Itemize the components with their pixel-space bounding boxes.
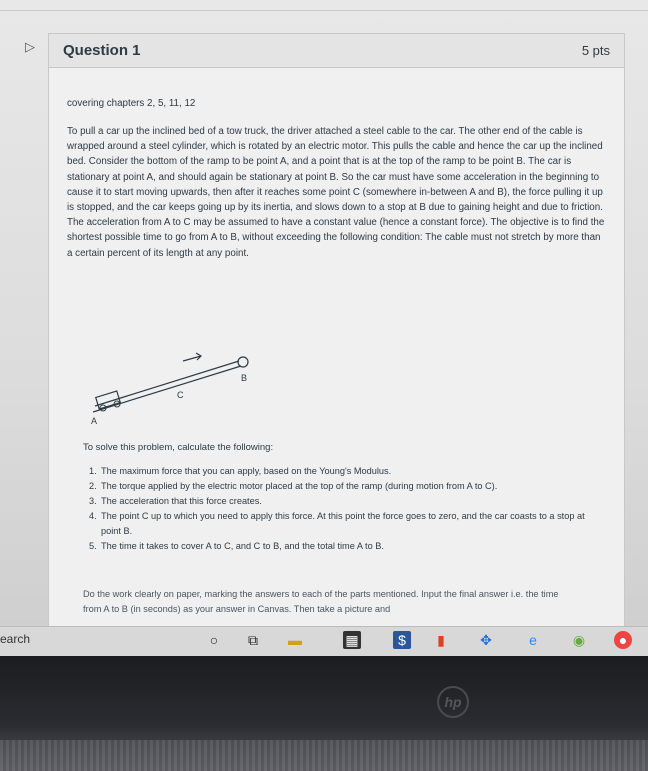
list-item: 1. The maximum force that you can apply, based on the Young's Modulus. (89, 466, 392, 476)
cortana-circle-icon[interactable]: ○ (209, 632, 219, 648)
solve-intro: To solve this problem, calculate the following: (83, 442, 274, 453)
taskbar (0, 626, 648, 656)
hp-logo: hp (437, 686, 469, 718)
chapters-text: covering chapters 2, 5, 11, 12 (67, 98, 196, 109)
list-item: 4. The point C up to which you need to apply this force. At this point the force goes to zero, and the car coasts to a stop at point B. (89, 511, 585, 536)
direction-arrow-icon (183, 353, 201, 361)
top-divider (0, 10, 648, 11)
label-a: A (91, 416, 98, 424)
label-c: C (177, 390, 184, 400)
car-body (96, 391, 121, 409)
work-instructions: Do the work clearly on paper, marking the answers to each of the parts mentioned. Input the final answer i.e. the time from A to B (in seconds) as your answer in Canvas. Then take a picture and (83, 589, 559, 614)
list-item: 3. The acceleration that this force creates. (89, 496, 262, 506)
keyboard-edge (0, 740, 648, 771)
list-item: 5. The time it takes to cover A to C, and C to B, and the total time A to B. (89, 541, 384, 551)
list-item: 2. The torque applied by the electric motor placed at the top of the ramp (during motion from A to C). (89, 481, 498, 491)
office-icon[interactable]: ▮ (437, 632, 445, 648)
store-icon[interactable]: $ (393, 631, 411, 649)
task-view-icon[interactable]: ⧉ (248, 632, 258, 648)
edge-icon[interactable]: e (529, 632, 537, 648)
question-card (48, 33, 625, 628)
question-points: 5 pts (581, 43, 610, 58)
steps-list (89, 464, 589, 554)
ramp-diagram (83, 334, 253, 424)
problem-paragraph: To pull a car up the inclined bed of a tow truck, the driver attached a steel cable to the car. The other end of the cable is wrapped around a steel cylinder, which is rotated by an electric motor. This pulls the cable and hence the car up the inclined bed. Consider the bottom of the ramp to be point A, and a point that is at the top of the ramp to be point B. The car is stationary at point A, and should again be stationary at point B. So the car must have some acceleration in the beginning to cause it to start moving upwards, then after it reaches some point C (somewhere in-between A and B), the force pulling it up is stopped, and the car keeps going up by its inertia, and slows down to a stop at B due to gaining height and due to friction. The acceleration from A to C may be assumed to have a constant value (hence a constant force). The objective is to find the shortest possible time to go from A to B, without exceeding the following condition: The cable must not stretch by more than a certain percent of its length at any point. (67, 126, 605, 259)
ramp-line-upper (95, 361, 239, 406)
calculator-icon[interactable]: ▦ (343, 631, 361, 649)
dropbox-icon[interactable]: ✥ (480, 632, 492, 648)
ramp-line-lower (93, 366, 241, 412)
motor-cylinder (238, 357, 248, 367)
label-b: B (241, 373, 248, 383)
file-explorer-icon[interactable]: ▬ (288, 632, 302, 648)
chrome-icon[interactable]: ● (614, 631, 632, 649)
search-box-fragment[interactable]: earch (0, 632, 31, 646)
question-title: Question 1 (63, 42, 141, 59)
flag-question-icon[interactable]: ▷ (25, 39, 35, 54)
camera-icon[interactable]: ◉ (572, 632, 586, 648)
question-header (49, 34, 624, 68)
